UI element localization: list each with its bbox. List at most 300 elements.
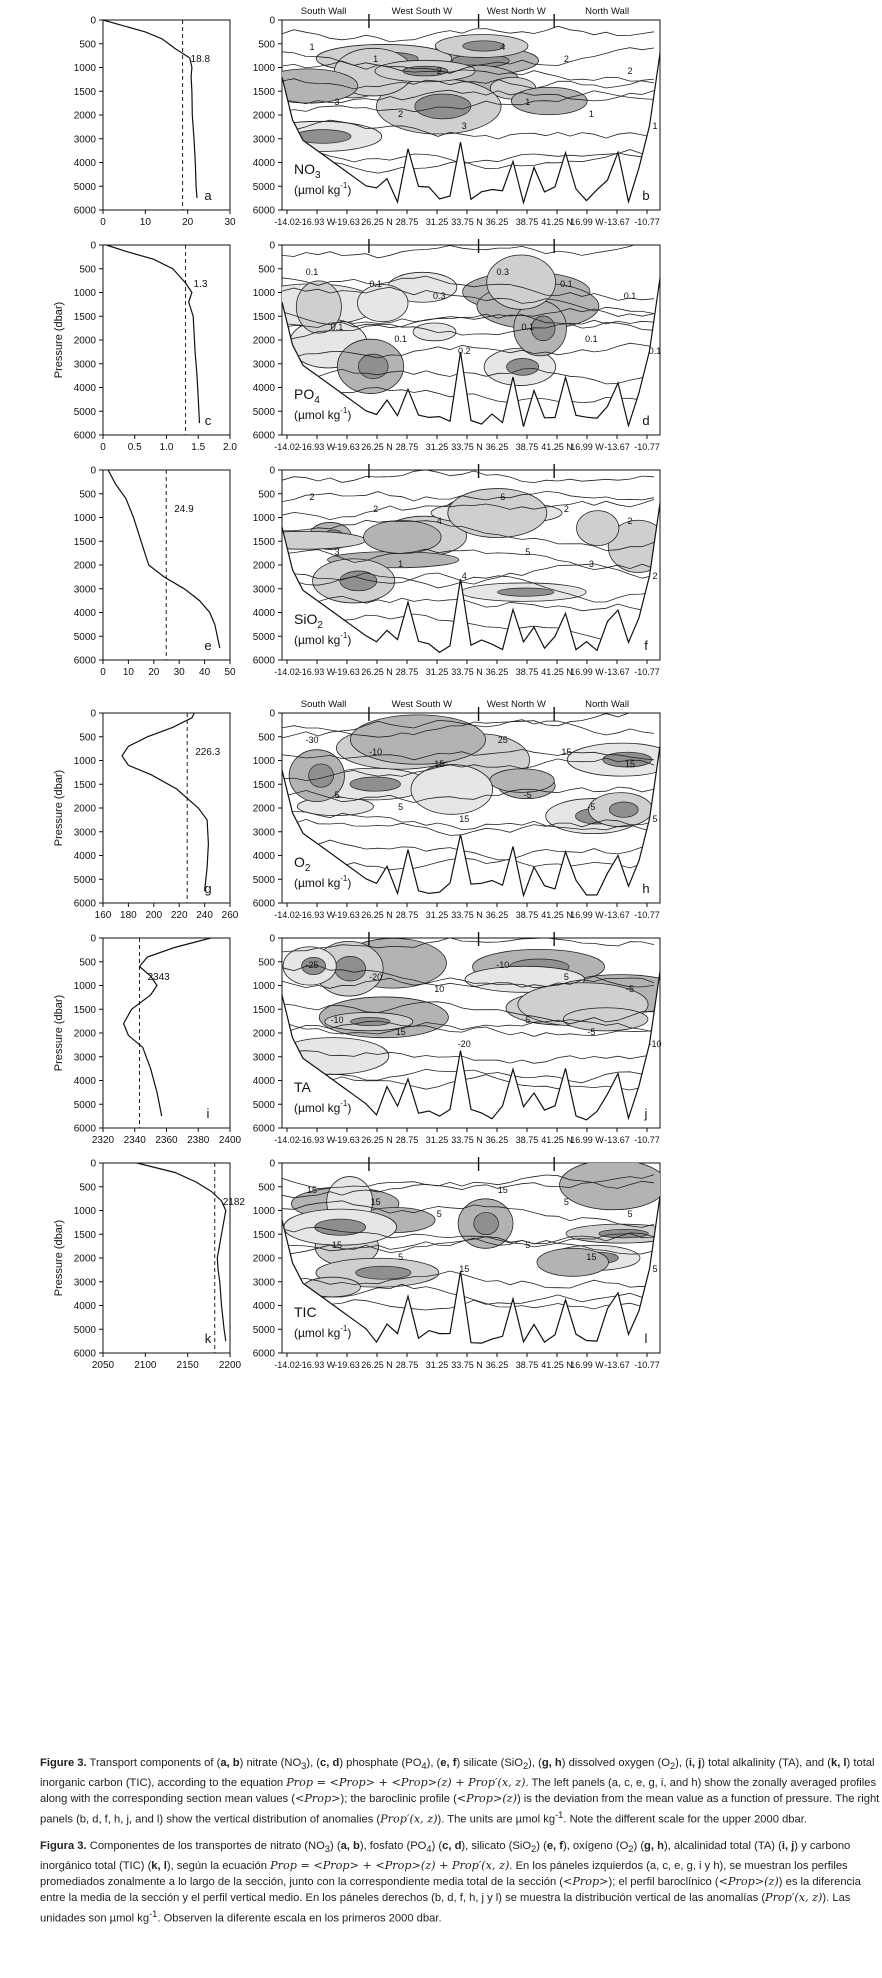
contour-label: -30 [305, 735, 319, 745]
panel-gh [53, 699, 676, 921]
y-tick-label: 3000 [73, 584, 96, 596]
units-superscript: -1 [340, 1099, 348, 1108]
caption-es-text: ) ( [633, 1840, 645, 1852]
caption-en-text: ) is the deviation from the mean value as a function of pressure. The right panels (b, d, f, h, j, and l) show the vertical distribution of anomalies ( [40, 1792, 880, 1826]
profile-frame [103, 938, 230, 1128]
contour-label: 10 [434, 984, 445, 994]
units-end: ) [347, 633, 352, 647]
y-tick-label: 4000 [73, 1076, 96, 1087]
anomaly-core [358, 354, 388, 378]
y-tick-label: 2000 [252, 560, 275, 572]
y-tick-label: 0 [90, 933, 96, 945]
x-tick-label: 38.75 [515, 910, 539, 920]
caption-en-text: Transport components of ( [89, 1757, 221, 1769]
x-tick-label: 38.75 [515, 217, 539, 227]
caption-en-label: Figure 3. [40, 1757, 87, 1769]
x-tick-label: 1.0 [159, 442, 174, 453]
y-tick-label: 1500 [252, 86, 275, 98]
units-end: ) [347, 876, 352, 890]
caption-en-sub: 3 [301, 1761, 307, 1772]
y-tick-label: 2000 [73, 335, 96, 347]
y-tick-label: 6000 [73, 898, 96, 910]
anomaly-blob [563, 1008, 648, 1031]
section-panel-l [253, 1157, 676, 1370]
y-tick-label: 1000 [252, 513, 275, 524]
contour-label: 1 [398, 559, 404, 569]
property-label: $O_2$ [294, 854, 311, 874]
contour-label: 0.1 [560, 279, 573, 289]
x-tick-label: -19.63 [334, 217, 360, 227]
y-axis-label: Pressure (dbar) [53, 994, 65, 1072]
contour-label: -5 [587, 1027, 596, 1037]
contour-label: 15 [497, 1185, 508, 1195]
y-tick-label: 2000 [252, 335, 275, 347]
panel-ef [74, 464, 668, 678]
caption-es-sup: -1 [149, 1909, 158, 1920]
caption-es-text: ) es la diferencia entre la media de la sección y el perfil vertical medio. En los páneles derechos (b, d, f, h, j y l) se muestra la distribución vertical de las anomalías ( [40, 1875, 861, 1905]
contour-label: 4 [436, 516, 442, 526]
panel-letter: k [204, 1331, 212, 1346]
units-label: (µmol $kg^{-1}$) [294, 1324, 352, 1340]
x-tick-label: 2340 [123, 1135, 146, 1146]
contour-label: 5 [398, 802, 404, 812]
x-tick-label: 20 [182, 217, 194, 228]
x-tick-label: 180 [120, 910, 137, 921]
y-tick-label: 0 [269, 15, 275, 27]
x-tick-label: 38.75 [515, 442, 539, 452]
caption-en-text: ), ( [528, 1757, 542, 1769]
x-tick-label: -16.93 W [298, 1135, 336, 1145]
y-tick-label: 500 [79, 489, 96, 501]
mean-value-label: 2182 [222, 1197, 246, 1208]
x-tick-label: -19.63 [334, 1135, 360, 1145]
x-tick-label: 10 [139, 217, 151, 228]
contour-label: 15 [331, 1240, 343, 1250]
contour-label: -5 [587, 802, 596, 812]
y-tick-label: 4000 [252, 1301, 275, 1312]
y-tick-label: 6000 [73, 1348, 96, 1360]
panel-letter: b [642, 188, 650, 203]
x-tick-label: 28.75 [395, 667, 419, 677]
contour-label: 0.2 [457, 346, 471, 356]
contour-label: -5 [625, 984, 635, 994]
units-label: (µmol $kg^{-1}$) [294, 874, 352, 890]
y-tick-label: 500 [79, 39, 96, 51]
x-tick-label: 26.25 N [361, 217, 393, 227]
caption-es-text: ), silicato (SiO [461, 1840, 532, 1852]
y-tick-label: 0 [269, 240, 275, 252]
caption-es-ref: g, h [644, 1840, 664, 1852]
caption-es-ref: a, b [340, 1840, 360, 1852]
x-tick-label: 2320 [91, 1135, 115, 1146]
y-tick-label: 1000 [73, 288, 96, 299]
y-tick-label: 4000 [73, 608, 96, 619]
y-tick-label: 500 [258, 732, 275, 744]
y-tick-label: 4000 [252, 851, 275, 862]
caption-es-text: ) ( [431, 1840, 443, 1852]
contour-label: 4 [461, 571, 467, 581]
y-tick-label: 2000 [73, 803, 96, 815]
caption-es-text: ); el perfil baroclínico ( [608, 1875, 719, 1888]
x-tick-label: 31.25 [425, 1360, 449, 1370]
section-name: South Wall [300, 699, 347, 710]
contour-label: 0.1 [369, 279, 382, 289]
y-tick-label: 2000 [252, 1028, 275, 1040]
x-tick-label: 2100 [134, 1360, 157, 1371]
anomaly-core [350, 777, 400, 791]
y-tick-label: 5000 [252, 1099, 275, 1111]
y-tick-label: 3000 [252, 584, 275, 596]
y-tick-label: 3000 [73, 1277, 96, 1289]
x-tick-label: 26.25 N [361, 1135, 393, 1145]
y-tick-label: 4000 [73, 1301, 96, 1312]
profile-panel-i [53, 934, 242, 1147]
y-axis-label: Pressure (dbar) [53, 1219, 65, 1297]
caption-en-text: ) total inorganic carbon (TIC), according to the equation [40, 1757, 875, 1789]
units-end: ) [347, 1101, 352, 1115]
x-tick-label: 41.25 N [541, 910, 573, 920]
x-tick-label: 28.75 [395, 1360, 419, 1370]
contour-label: 5 [436, 1209, 442, 1219]
mean-value-label: 1.3 [193, 279, 208, 290]
contour-label: -10 [496, 960, 510, 970]
caption-en-ref: k, l [830, 1757, 847, 1769]
x-tick-label: 38.75 [515, 1360, 539, 1370]
x-tick-label: 0 [100, 442, 106, 453]
x-tick-label: 16.99 W [570, 910, 604, 920]
property-subscript: 2 [317, 620, 323, 631]
contour-label: 0.1 [521, 322, 535, 332]
x-tick-label: 40 [199, 667, 211, 678]
anomaly-core [415, 94, 471, 119]
y-tick-label: 1000 [252, 756, 275, 767]
y-tick-label: 6000 [73, 205, 96, 217]
units-end: ) [347, 408, 352, 422]
caption-es-ref: e, f [546, 1840, 563, 1852]
y-tick-label: 1500 [252, 536, 275, 548]
y-tick-label: 5000 [252, 181, 275, 193]
y-tick-label: 3000 [252, 134, 275, 146]
contour-label: -20 [457, 1039, 471, 1049]
y-tick-label: 1500 [73, 779, 96, 791]
contour-label: 5 [398, 1252, 404, 1262]
profile-frame [103, 245, 230, 435]
contour-label: 1 [652, 121, 658, 131]
y-tick-label: 3000 [73, 359, 96, 371]
caption-en-text: ) total alkalinity (TA), and ( [701, 1757, 831, 1769]
section-name: West North W [486, 699, 546, 710]
anomaly-core [463, 41, 505, 51]
x-tick-label: 50 [224, 667, 236, 678]
y-tick-label: 6000 [252, 1348, 275, 1360]
x-tick-label: 36.25 [485, 910, 509, 920]
x-tick-label: 36.25 [485, 667, 509, 677]
profile-frame [103, 20, 230, 210]
y-tick-label: 500 [258, 39, 275, 51]
x-tick-label: 2380 [187, 1135, 210, 1146]
caption-es-text: ). Las unidades son µmol kg [40, 1892, 851, 1926]
caption-en-sub: 4 [421, 1761, 427, 1772]
x-tick-label: 41.25 N [541, 217, 573, 227]
anomaly-blob [577, 511, 619, 546]
y-tick-label: 1000 [73, 63, 96, 74]
y-tick-label: 0 [90, 465, 96, 477]
x-tick-label: 41.25 N [541, 1135, 573, 1145]
x-tick-label: 0 [100, 667, 106, 678]
contour-label: 0.1 [585, 334, 598, 344]
caption-en-math: <Prop>(z) [456, 1791, 517, 1805]
anomaly-blob [537, 1248, 609, 1276]
contour-label: 5 [525, 1240, 531, 1250]
x-tick-label: -13.67 [604, 1135, 630, 1145]
section-name: West South W [391, 6, 453, 17]
contour-label: -10 [330, 1015, 344, 1025]
caption-en-ref: c, d [320, 1757, 340, 1769]
x-tick-label: 31.25 [425, 217, 449, 227]
caption-es-text: Componentes de los transportes de nitrato (NO [89, 1840, 325, 1852]
y-tick-label: 1500 [252, 779, 275, 791]
caption-es-ref: k, l [151, 1859, 167, 1872]
y-tick-label: 6000 [252, 898, 275, 910]
panel-letter: a [204, 188, 212, 203]
y-tick-label: 2000 [73, 110, 96, 122]
y-tick-label: 2000 [73, 1253, 96, 1265]
y-tick-label: 2000 [73, 560, 96, 572]
y-tick-label: 1000 [252, 63, 275, 74]
y-tick-label: 4000 [73, 383, 96, 394]
panel-letter: g [204, 881, 212, 896]
caption-en-text: ), ( [306, 1757, 321, 1769]
x-tick-label: 16.99 W [570, 217, 604, 227]
x-tick-label: 16.99 W [570, 1135, 604, 1145]
anomaly-core [335, 956, 366, 981]
panel-letter: c [204, 413, 212, 428]
units-superscript: -1 [340, 874, 348, 883]
x-tick-label: -10.77 [634, 1360, 660, 1370]
y-tick-label: 3000 [73, 134, 96, 146]
contour-label: 3 [334, 547, 340, 557]
y-tick-label: 1000 [252, 1206, 275, 1217]
units-label: (µmol $kg^{-1}$) [294, 631, 352, 647]
y-tick-label: 5000 [73, 1324, 96, 1336]
anomaly-blob [364, 520, 442, 553]
mean-value-label: 24.9 [174, 504, 194, 515]
caption-es-math: Prop′(x, z) [765, 1891, 823, 1905]
contour-label: -25 [305, 960, 319, 970]
x-tick-label: 33.75 N [451, 217, 483, 227]
x-tick-label: -14.02 [274, 667, 300, 677]
contour-label: 2 [563, 54, 569, 64]
panel-letter: d [642, 413, 650, 428]
y-tick-label: 1500 [252, 1004, 275, 1016]
caption-en-sub: 2 [669, 1761, 676, 1772]
y-tick-label: 5000 [73, 406, 96, 418]
y-tick-label: 4000 [252, 383, 275, 394]
y-tick-label: 4000 [73, 158, 96, 169]
x-tick-label: 31.25 [425, 1135, 449, 1145]
x-tick-label: -10.77 [634, 1135, 660, 1145]
section-name: South Wall [300, 6, 347, 17]
caption-es-text: ) y carbono inorgánico total (TIC) ( [40, 1840, 851, 1872]
x-tick-label: 28.75 [395, 1135, 419, 1145]
caption-en-math: <Prop> [294, 1791, 341, 1805]
caption-en-text: ), ( [426, 1757, 441, 1769]
x-tick-label: 2050 [91, 1360, 115, 1371]
panel-ij [53, 932, 688, 1146]
x-tick-label: 33.75 N [451, 667, 483, 677]
y-axis-label: Pressure (dbar) [53, 769, 65, 847]
units-superscript: -1 [340, 631, 348, 640]
contour-label: 15 [459, 1264, 470, 1274]
x-tick-label: -14.02 [274, 1135, 300, 1145]
units-label: (µmol $kg^{-1}$) [294, 406, 352, 422]
units-superscript: -1 [340, 181, 348, 190]
y-tick-label: 500 [79, 957, 96, 969]
caption-es-text: ), oxígeno (O [562, 1840, 629, 1852]
y-tick-label: 4000 [252, 608, 275, 619]
x-tick-label: -16.93 W [298, 217, 336, 227]
panel-letter: j [644, 1106, 648, 1121]
x-tick-label: 2150 [176, 1360, 199, 1371]
caption-es-text: ), según la ecuación [166, 1859, 267, 1872]
x-tick-label: -13.67 [604, 667, 630, 677]
x-tick-label: 20 [148, 667, 160, 678]
caption-es-text: ) ( [330, 1840, 341, 1852]
contour-label: -10 [369, 747, 383, 757]
x-tick-label: 31.25 [425, 442, 449, 452]
x-tick-label: 0.5 [127, 442, 142, 453]
y-tick-label: 2000 [252, 1253, 275, 1265]
property-subscript: 2 [304, 863, 311, 874]
caption-es-ref: c, d [442, 1840, 462, 1852]
y-tick-label: 0 [90, 1158, 96, 1170]
x-tick-label: -13.67 [604, 217, 630, 227]
x-tick-label: -16.93 W [298, 1360, 336, 1370]
y-tick-label: 5000 [73, 874, 96, 886]
contour-label: 5 [652, 1264, 658, 1274]
y-tick-label: 1000 [252, 981, 275, 992]
x-tick-label: 33.75 N [451, 1360, 483, 1370]
property-label: $PO_4$ [294, 386, 320, 406]
caption-es-math: <Prop> [563, 1874, 609, 1888]
mean-value-label: 18.8 [190, 54, 211, 65]
y-tick-label: 500 [258, 489, 275, 501]
contour-label: 15 [624, 759, 636, 769]
y-tick-label: 0 [90, 240, 96, 252]
contour-label: 15 [395, 1027, 406, 1037]
y-tick-label: 5000 [252, 874, 275, 886]
y-tick-label: 5000 [252, 631, 275, 643]
x-tick-label: -14.02 [274, 442, 300, 452]
caption-es-text: ), alcalinidad total (TA) ( [663, 1840, 782, 1852]
x-tick-label: -19.63 [334, 910, 360, 920]
section-panel-f [244, 464, 668, 677]
panel-kl [53, 1157, 676, 1371]
panel-letter: l [644, 1331, 648, 1346]
contour-label: 3 [461, 121, 467, 131]
section-name: West South W [391, 699, 453, 710]
contour-label: 5 [334, 790, 340, 800]
x-tick-label: 1.5 [191, 442, 206, 453]
contour-label: 2 [627, 516, 633, 526]
contour-label: 0.1 [330, 322, 344, 332]
caption-es-label: Figura 3. [40, 1840, 87, 1852]
anomaly-blob [487, 255, 556, 309]
contour-label: 0.3 [432, 291, 446, 301]
y-tick-label: 1000 [73, 756, 96, 767]
caption-en-ref: e, f [440, 1757, 457, 1769]
contour-label: 5 [627, 1209, 633, 1219]
y-tick-label: 5000 [252, 406, 275, 418]
contour-label: 0.3 [496, 267, 510, 277]
contour-label: 15 [306, 1185, 318, 1195]
x-tick-label: 38.75 [515, 667, 539, 677]
section-panel-d [246, 239, 661, 452]
caption-es-sub: 3 [324, 1844, 330, 1855]
x-tick-label: 220 [170, 910, 188, 921]
y-tick-label: 6000 [252, 205, 275, 217]
x-tick-label: -10.77 [634, 667, 660, 677]
x-tick-label: 26.25 N [361, 442, 393, 452]
y-tick-label: 1500 [73, 86, 96, 98]
panel-cd [53, 239, 661, 453]
y-tick-label: 2000 [252, 803, 275, 815]
profile-panel-e [74, 466, 236, 679]
units-superscript: -1 [340, 406, 348, 415]
contour-label: -20 [369, 972, 383, 982]
panel-ab [74, 6, 660, 228]
y-tick-label: 6000 [73, 1123, 96, 1135]
x-tick-label: 41.25 N [541, 1360, 573, 1370]
section-name: North Wall [585, 699, 630, 710]
contour-label: 15 [459, 814, 470, 824]
x-tick-label: 10 [122, 667, 134, 678]
contour-label: 5 [563, 1197, 569, 1207]
caption-es-text: . Observen la diferente escala en los primeros 2000 dbar. [157, 1913, 442, 1926]
section-name: North Wall [585, 6, 630, 17]
anomaly-blob [560, 1160, 667, 1210]
profile-panel-c [53, 241, 237, 454]
x-tick-label: -13.67 [604, 910, 630, 920]
x-tick-label: -16.93 W [298, 910, 336, 920]
y-tick-label: 1500 [252, 1229, 275, 1241]
contour-label: 5 [563, 972, 569, 982]
contour-label: 5 [525, 1015, 531, 1025]
contour-label: 15 [434, 759, 445, 769]
y-tick-label: 0 [90, 15, 96, 27]
x-tick-label: -13.67 [604, 1360, 630, 1370]
caption-english [40, 1755, 880, 1828]
contour-label: 1 [309, 42, 315, 52]
y-tick-label: 1000 [73, 981, 96, 992]
y-tick-label: 5000 [73, 181, 96, 193]
contour-label: 6 [500, 492, 506, 502]
x-tick-label: 33.75 N [451, 1135, 483, 1145]
x-tick-label: 16.99 W [570, 1360, 604, 1370]
caption-es-equation: Prop = <Prop> + <Prop>(z) + Prop′(x, z) [270, 1858, 510, 1872]
x-tick-label: 41.25 N [541, 667, 573, 677]
x-tick-label: 28.75 [395, 442, 419, 452]
contour-label: 1 [373, 54, 379, 64]
contour-label: 25 [497, 735, 508, 745]
units-label: (µmol $kg^{-1}$) [294, 1099, 352, 1115]
y-tick-label: 0 [269, 708, 275, 720]
caption-en-text: ) nitrate (NO [239, 1757, 302, 1769]
y-tick-label: 1000 [252, 288, 275, 299]
y-axis-label: Pressure (dbar) [53, 301, 65, 379]
y-tick-label: 4000 [73, 851, 96, 862]
y-tick-label: 5000 [252, 1324, 275, 1336]
